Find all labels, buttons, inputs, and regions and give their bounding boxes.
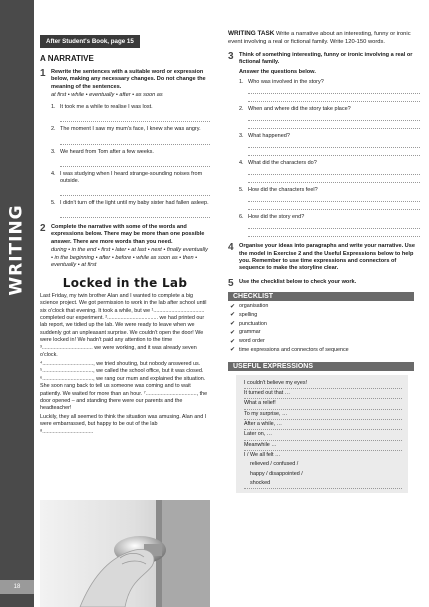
story-text [40, 293, 210, 437]
exercise-4 [228, 243, 420, 272]
exercise-number: 3 [228, 51, 234, 63]
sentence-item: 4. I was studying when I heard strange-sounding noises from outside. [51, 170, 203, 184]
question-item: 6. How did the story end? [239, 214, 305, 221]
answer-line[interactable] [60, 210, 210, 218]
answer-line[interactable] [60, 114, 210, 122]
sentence-item: 3. We heard from Tom after a few weeks. [51, 148, 154, 155]
exercise-number: 5 [228, 277, 234, 289]
question-item: 2. When and where did the story take place? [239, 105, 351, 112]
question-item: 3. What happened? [239, 132, 290, 139]
checklist-item: ✔ word order [230, 337, 265, 345]
exercise-number: 1 [40, 68, 46, 79]
writing-task [228, 30, 420, 46]
word-bank: during • in the end • first • later • at last • next • finally eventually • in the beginning • after • before • while as soon as • then • eventually • at first [51, 246, 208, 269]
check-icon: ✔ [230, 338, 236, 345]
answer-line[interactable] [248, 221, 420, 229]
door-handle-photo [40, 500, 210, 607]
word-bank: at first • while • eventually • after • as soon as [51, 91, 163, 98]
answer-line[interactable] [248, 94, 420, 102]
writing-task-text: Write a narrative about an interesting, funny or ironic event involving a real or fictional family. Write 120-150 words. [228, 31, 411, 45]
answer-line[interactable] [60, 137, 210, 145]
expression-item: To my surprise, … [244, 410, 402, 420]
check-icon: ✔ [230, 321, 236, 328]
story-paragraph: ⁴.................................., we tried shouting, but nobody answered us. ⁵.................................., we called the school office, but it was closed. ⁶.................................., we rang our mum and explained the situation. She soon rang back to tell us someone was coming and to wait patiently. We waited for more than an hour. ⁷.................................., the door opened – and standing there were our parents and the headteacher! [40, 360, 208, 412]
expression-item: I couldn't believe my eyes! [244, 379, 402, 389]
expression-item: What a relief! [244, 399, 402, 409]
checklist-item: ✔ spelling [230, 311, 258, 319]
feeling-words: relieved / confused / [250, 461, 299, 468]
exercise-3 [228, 52, 420, 237]
question-item: 5. How did the characters feel? [239, 187, 318, 194]
section-title: A NARRATIVE [40, 54, 94, 63]
expression-item: Meanwhile … [244, 441, 402, 451]
sentence-item: 1. It took me a while to realise I was lost. [51, 104, 153, 111]
answer-line[interactable] [248, 175, 420, 183]
exercise-number: 4 [228, 242, 234, 254]
sentence-item: 5. I didn't turn off the light until my baby sister had fallen asleep. [51, 200, 209, 207]
exercise-instruction: Think of something interesting, funny or ironic involving a real or fictional family. [239, 52, 413, 66]
exercise-5 [228, 277, 420, 289]
useful-expressions-heading: USEFUL EXPRESSIONS [228, 362, 414, 371]
checklist-item: ✔ organisation [230, 303, 269, 310]
exercise-instruction: Rewrite the sentences with a suitable word or expression below, making any necessary changes. Do not change the meaning of the sentences. [51, 69, 206, 90]
check-icon: ✔ [230, 347, 236, 354]
useful-expressions-box [236, 375, 408, 493]
story-paragraph: Last Friday, my twin brother Alan and I wanted to complete a big science project. We got permission to work in the lab after school until six o'clock that evening. It took a while, but we ¹.................................. completed our experiment. ².................................. we had printed our lab report, we tidied up the lab. We were ready to leave when we suddenly got an unpleasant surprise. We couldn't open the door! We were locked in! We hadn't paid any attention to the time ³.................................. we were working, and it was already seven o'clock. [40, 292, 207, 359]
story-title: Locked in the Lab [62, 275, 188, 290]
answer-line[interactable] [248, 113, 420, 121]
feeling-words: shocked [244, 479, 402, 489]
left-column [40, 30, 210, 437]
exercise-1 [40, 69, 210, 218]
answer-line[interactable] [248, 140, 420, 148]
exercise-instruction: Use the checklist below to check your work. [239, 278, 357, 285]
check-icon: ✔ [230, 329, 236, 336]
writing-task-title: WRITING TASK [228, 30, 275, 37]
expression-item: I / We all felt … [244, 451, 281, 458]
checklist-item: ✔ punctuation [230, 320, 267, 328]
check-icon: ✔ [230, 303, 236, 310]
exercise-subinstruction: Answer the questions below. [239, 68, 316, 75]
page-number: 18 [0, 580, 34, 594]
side-label: WRITING [7, 204, 27, 296]
answer-line[interactable] [60, 188, 210, 196]
exercise-number: 2 [40, 223, 46, 235]
checklist-item: ✔ time expressions and connectors of sequence [230, 346, 349, 354]
feeling-words: happy / disappointed / [250, 470, 303, 477]
answer-line[interactable] [248, 86, 420, 94]
page-banner: After Student's Book, page 15 [40, 35, 140, 48]
check-icon: ✔ [230, 312, 236, 319]
answer-line[interactable] [248, 148, 420, 156]
side-bar [0, 0, 34, 607]
expression-item: Later on, … [244, 430, 402, 440]
question-item: 1. Who was involved in the story? [239, 78, 324, 85]
answer-line[interactable] [60, 159, 210, 167]
question-item: 4. What did the characters do? [239, 160, 317, 167]
exercise-instruction: Organise your ideas into paragraphs and write your narrative. Use the model in Exercise 2 and the Useful Expressions below to help you. Remember to use time expressions and connectors of sequence to make the storyline clear. [239, 243, 415, 272]
sentence-list [51, 104, 210, 218]
answer-line[interactable] [248, 167, 420, 175]
expression-item: After a while, … [244, 420, 402, 430]
answer-line[interactable] [248, 121, 420, 129]
answer-line[interactable] [248, 194, 420, 202]
sentence-item: 2. The moment I saw my mum's face, I knew she was angry. [51, 126, 201, 133]
checklist-item: ✔ grammar [230, 329, 261, 336]
answer-line[interactable] [248, 229, 420, 237]
answer-line[interactable] [248, 202, 420, 210]
exercise-2 [40, 224, 210, 269]
story-paragraph: Luckily, they all seemed to think the situation was amusing. Alan and I were embarrassed, but happy to be out of the lab ⁸.................................. [40, 413, 207, 435]
exercise-instruction: Complete the narrative with some of the words and expressions below. There may be more than one possible answer. There are more words than you need. [51, 224, 205, 245]
expression-item: It turned out that … [244, 389, 402, 399]
door-handle-image [40, 500, 210, 607]
checklist [228, 303, 420, 355]
right-column [228, 30, 420, 493]
checklist-heading: CHECKLIST [228, 292, 414, 301]
